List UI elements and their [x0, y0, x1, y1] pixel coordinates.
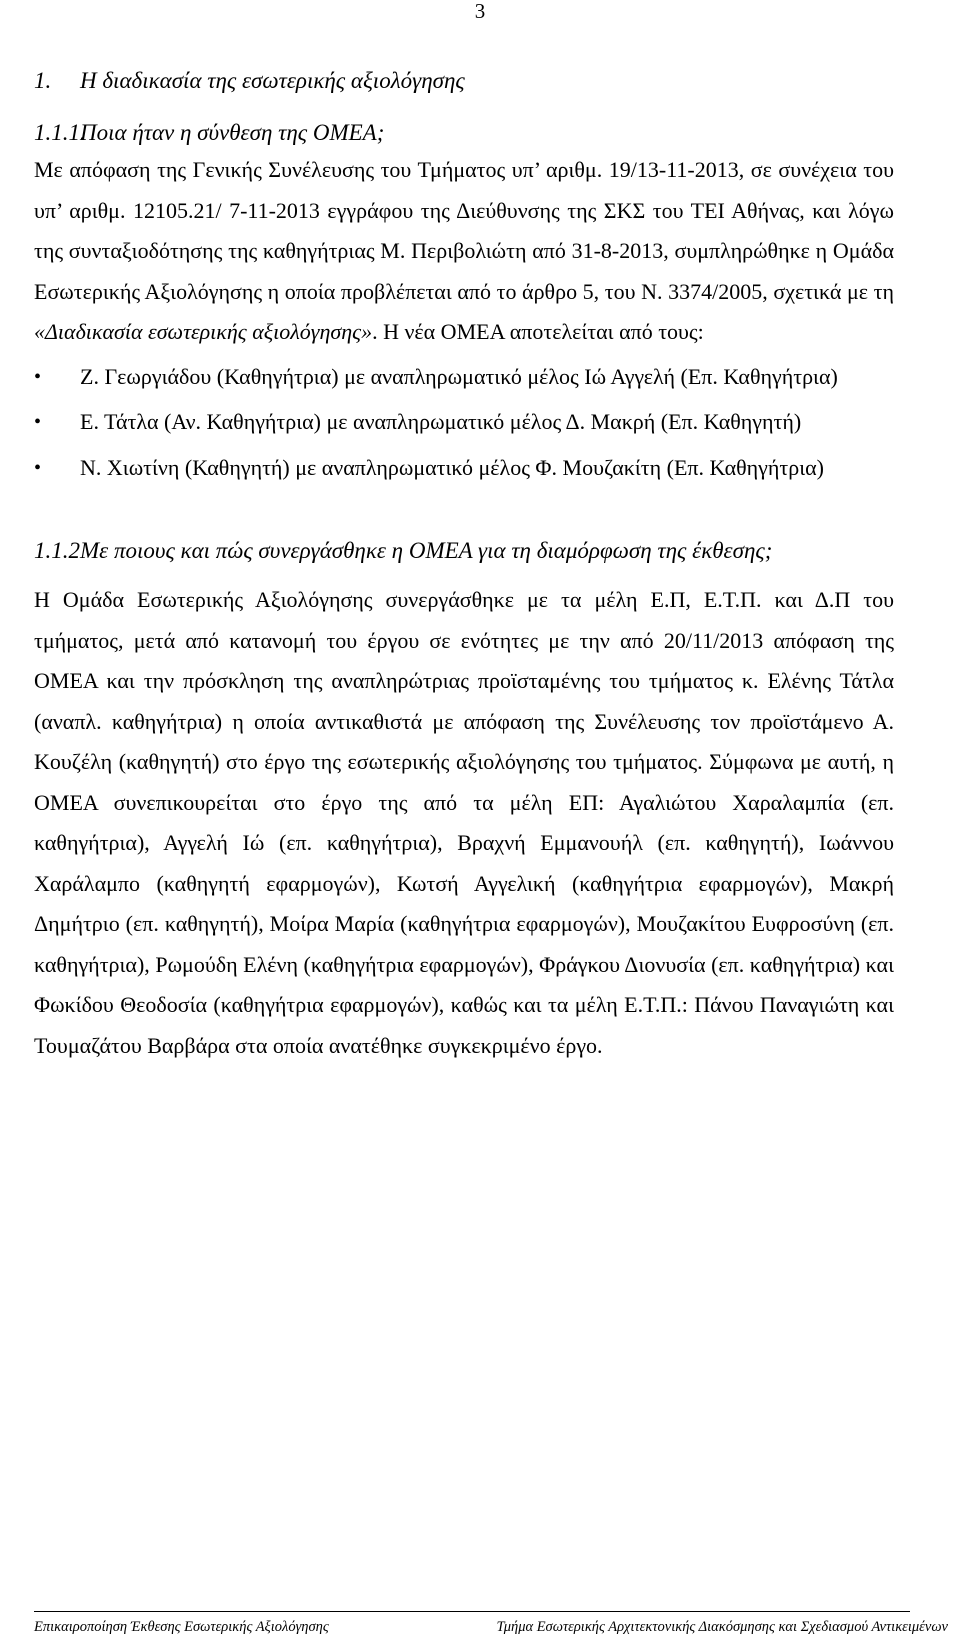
footer-divider: [34, 1611, 910, 1612]
member-text: Ζ. Γεωργιάδου (Καθηγήτρια) με αναπληρωματικό μέλος Ιώ Αγγελή (Επ. Καθηγήτρια): [80, 363, 838, 389]
bullet-icon: •: [34, 365, 42, 388]
list-item: [34, 448, 894, 489]
page-number: 3: [474, 0, 486, 23]
section-title: Η διαδικασία της εσωτερικής αξιολόγησης: [80, 68, 465, 93]
document-body: [34, 66, 894, 1066]
bullet-icon: •: [34, 456, 42, 479]
subsection-number-2: 1.1.2: [34, 538, 80, 563]
subsection-heading-1: [34, 118, 894, 148]
footer-left-text: Επικαιροποίηση Έκθεσης Εσωτερικής Αξιολόγησης: [34, 1619, 329, 1635]
subsection-title-2: Με ποιους και πώς συνεργάσθηκε η ΟΜΕΑ για τη διαμόρφωση της έκθεσης;: [80, 538, 773, 563]
paragraph-composition: [34, 150, 894, 353]
bullet-icon: •: [34, 411, 42, 433]
page-footer: [0, 1618, 960, 1642]
subsection-title-1: Ποια ήταν η σύνθεση της ΟΜΕΑ;: [80, 120, 385, 145]
section-number: 1.: [34, 68, 52, 93]
member-text: Ν. Χιωτίνη (Καθηγητή) με αναπληρωματικό μέλος Φ. Μουζακίτη (Επ. Καθηγήτρια): [80, 454, 824, 480]
paragraph-composition-text: Με απόφαση της Γενικής Συνέλευσης του Τμήματος υπ’ αριθμ. 19/13-11-2013, σε συνέχεια του υπ’ αριθμ. 12105.21/ 7-11-2013 εγγράφου της Διεύθυνσης της ΣΚΣ του ΤΕΙ Αθήνας, και λόγω της συνταξιοδότησης της καθηγήτριας Μ. Περιβολιώτη από 31-8-2013, συμπληρώθηκε η Ομάδα Εσωτερικής Αξιολόγησης η οποία προβλέπεται από το άρθρο 5, του Ν. 3374/2005, σχετικά με τη: [34, 157, 894, 304]
subsection-heading-2: [34, 536, 894, 566]
section-heading: [34, 66, 894, 96]
paragraph-composition-end: . Η νέα ΟΜΕΑ αποτελείται από τους:: [372, 319, 704, 344]
member-text: Ε. Τάτλα (Αν. Καθηγήτρια) με αναπληρωματικό μέλος Δ. Μακρή (Επ. Καθηγητή): [80, 409, 802, 434]
paragraph-composition-italic: «Διαδικασία εσωτερικής αξιολόγησης»: [34, 319, 373, 344]
paragraph-collaboration: Η Ομάδα Εσωτερικής Αξιολόγησης συνεργάσθηκε με τα μέλη Ε.Π, Ε.Τ.Π. και Δ.Π του τμήματος, μετά από κατανομή του έργου σε ενότητες με την από 20/11/2013 απόφαση της ΟΜΕΑ και την πρόσκληση της αναπληρώτριας προϊσταμένης του τμήματος κ. Ελένης Τάτλα (αναπλ. καθηγήτρια) η οποία αντικαθιστά με απόφαση της Συνέλευσης τον προϊστάμενο Α. Κουζέλη (καθηγητή) στο έργο της εσωτερικής αξιολόγησης του τμήματος. Σύμφωνα με αυτή, η ΟΜΕΑ συνεπικουρείται στο έργο της από τα μέλη ΕΠ: Αγαλιώτου Χαραλαμπία (επ. καθηγήτρια), Αγγελή Ιώ (επ. καθηγήτρια), Βραχνή Εμμανουήλ (επ. καθηγητή), Ιωάννου Χαράλαμπο (καθηγητή εφαρμογών), Κωτσή Αγγελική (καθηγήτρια εφαρμογών), Μακρή Δημήτριο (επ. καθηγητή), Μοίρα Μαρία (καθηγήτρια εφαρμογών), Μουζακίτου Ευφροσύνη (επ. καθηγήτρια), Ρωμούδη Ελένη (καθηγήτρια εφαρμογών), Φράγκου Διονυσία (επ. καθηγήτρια) και Φωκίδου Θεοδοσία (καθηγήτρια εφαρμογών), καθώς και τα μέλη Ε.Τ.Π.: Πάνου Παναγιώτη και Τουμαζάτου Βαρβάρα στα οποία ανατέθηκε συγκεκριμένο έργο.: [34, 587, 894, 1058]
list-item: [34, 402, 894, 443]
member-list: [34, 357, 894, 489]
list-item: [34, 357, 894, 398]
footer-right-text: Τμήμα Εσωτερικής Αρχιτεκτονικής Διακόσμησης και Σχεδιασμού Αντικειμένων: [496, 1619, 948, 1635]
subsection-number-1: 1.1.1.: [34, 120, 86, 145]
